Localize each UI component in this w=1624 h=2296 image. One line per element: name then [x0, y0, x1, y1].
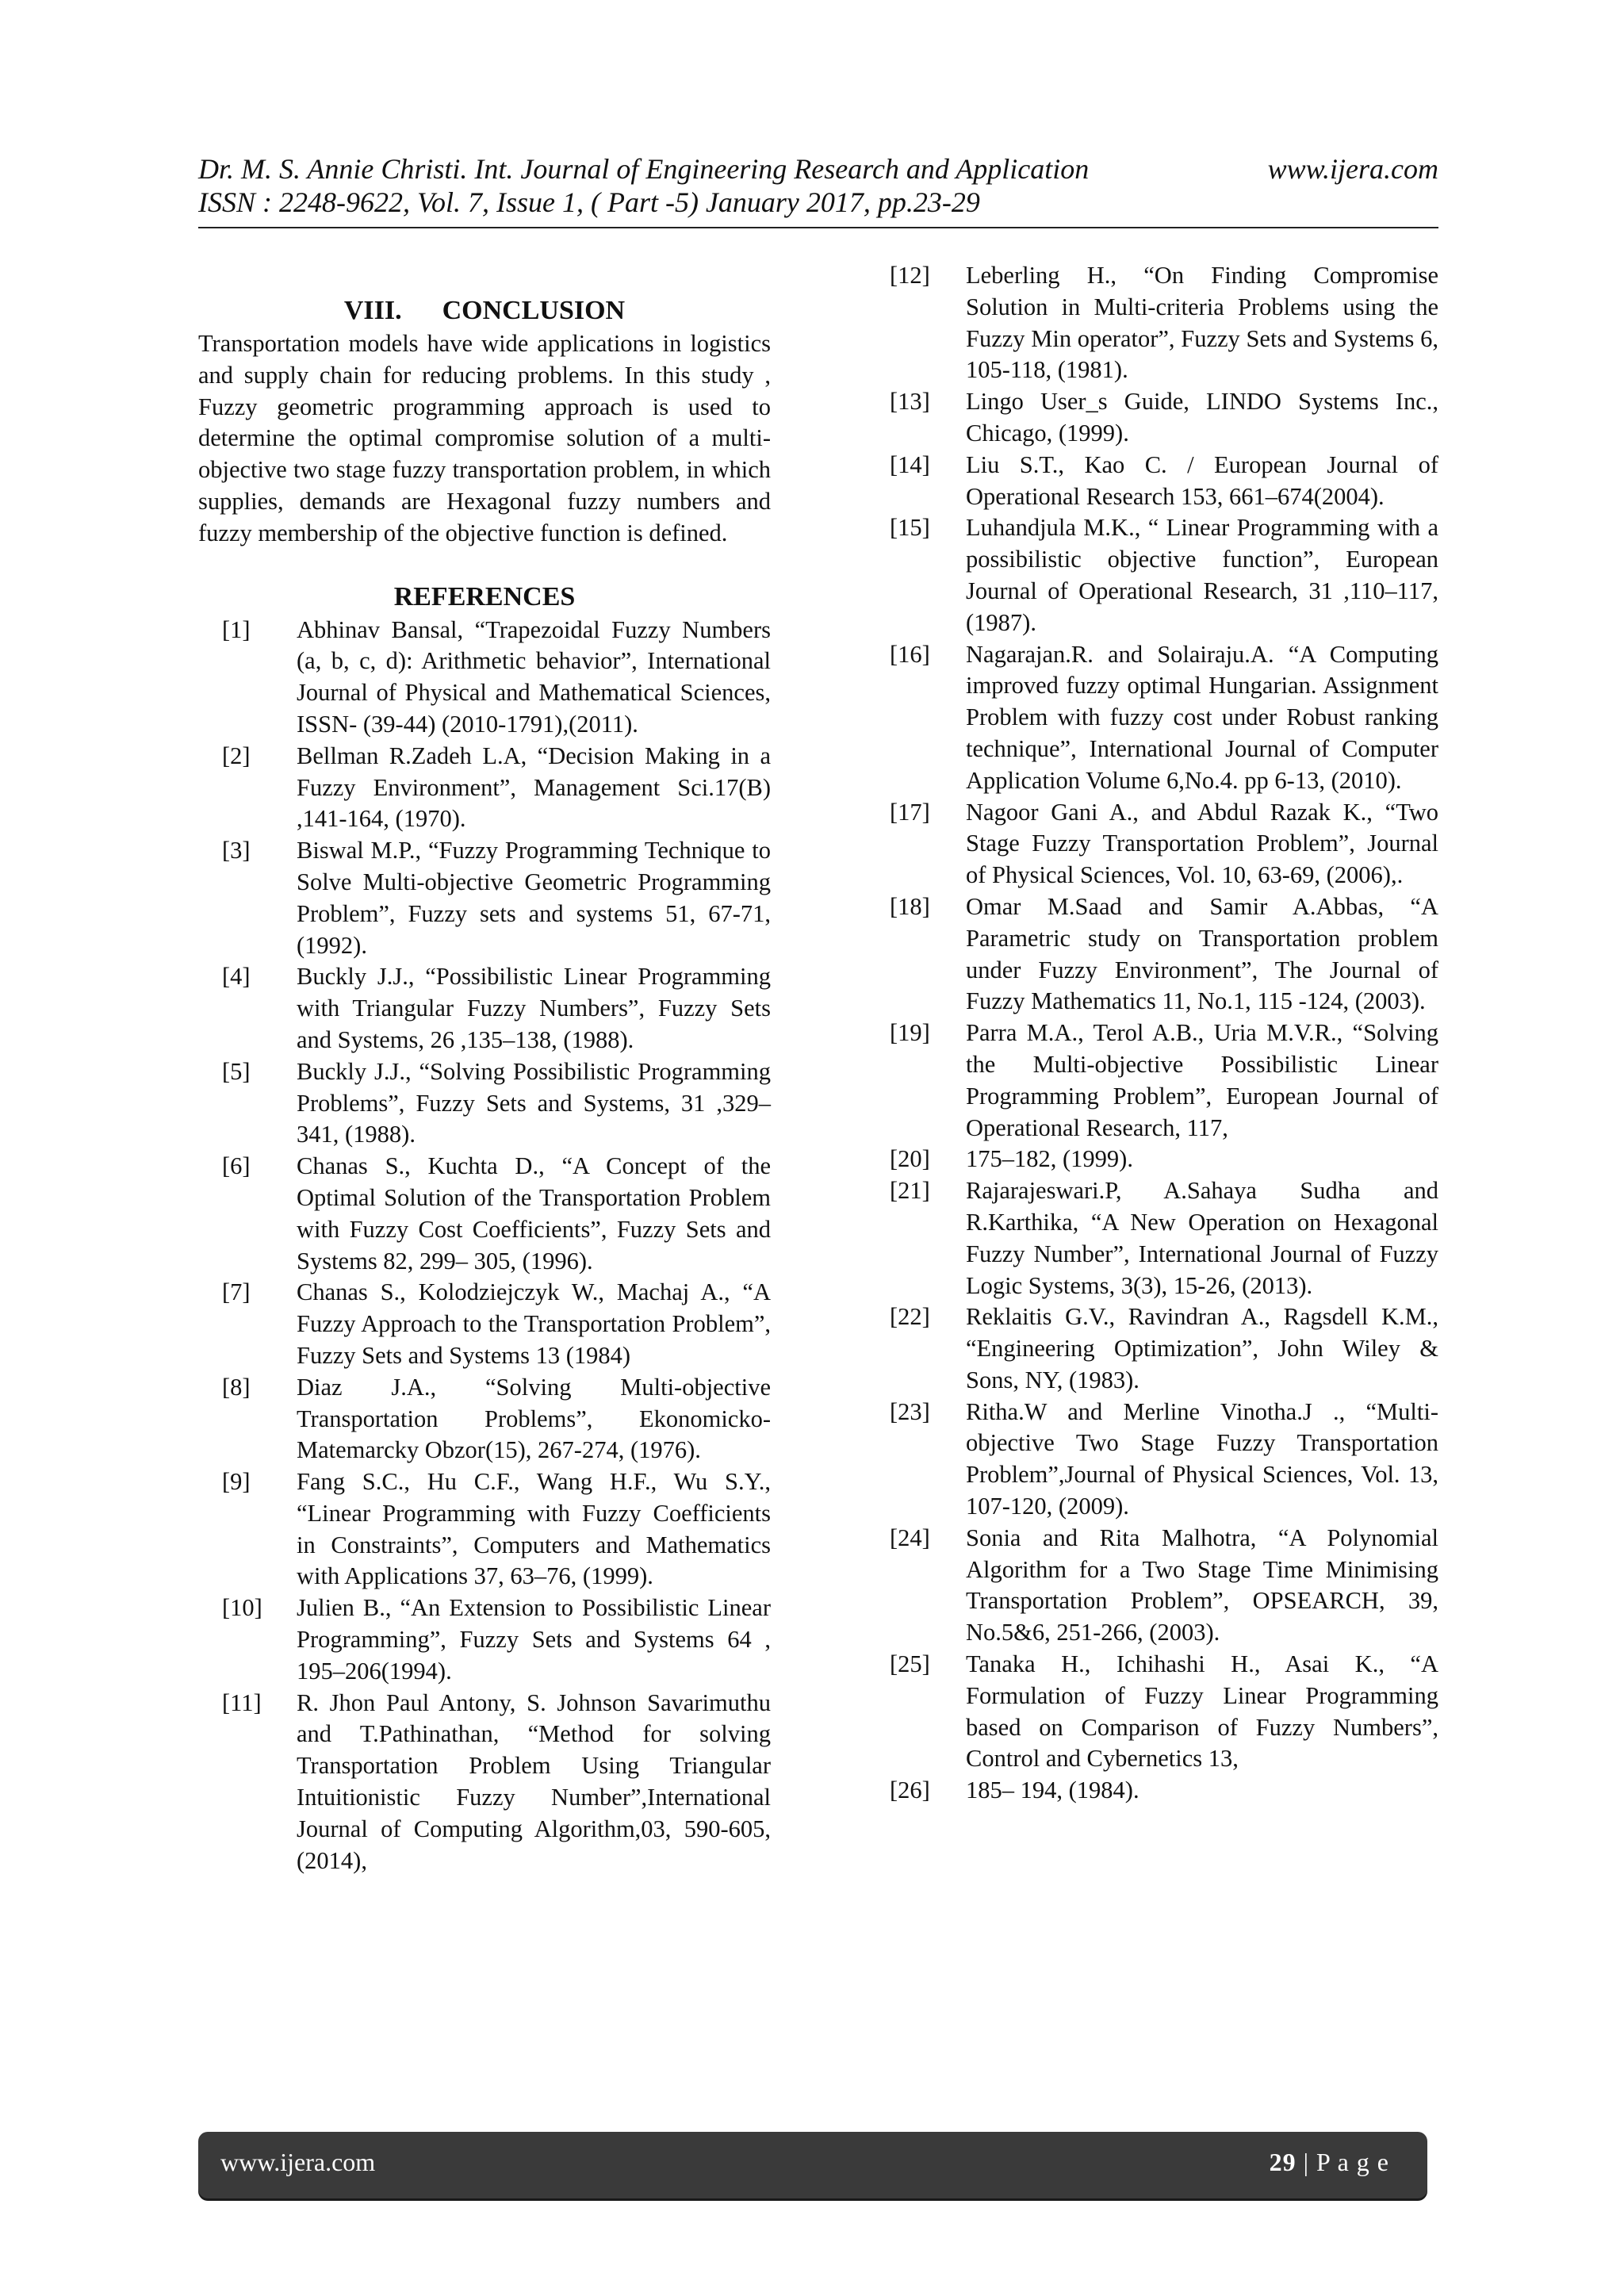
- reference-text: Lingo User_s Guide, LINDO Systems Inc., Chicago, (1999).: [966, 388, 1438, 447]
- reference-item: [890, 1018, 1438, 1144]
- references-list-right: [890, 260, 1438, 1807]
- reference-item: [890, 260, 1438, 386]
- header-rule: [198, 227, 1438, 228]
- reference-text: Ritha.W and Merline Vinotha.J ., “Multi-objective Two Stage Fuzzy Transportation Problem”,Journal of Physical Sciences, Vol. 13, 107-120, (2009).: [966, 1397, 1438, 1520]
- header-line-2: [198, 186, 1438, 219]
- reference-item: [198, 1466, 771, 1593]
- reference-item: [198, 1277, 771, 1371]
- reference-text: Parra M.A., Terol A.B., Uria M.V.R., “Solving the Multi-objective Possibilistic Linear Programming Problem”, European Journal of Operational Research, 117,: [966, 1019, 1438, 1141]
- reference-item: [890, 1175, 1438, 1301]
- reference-text: R. Jhon Paul Antony, S. Johnson Savarimuthu and T.Pathinathan, “Method for solving Transportation Problem Using Triangular Intuitionistic Fuzzy Number”,International Journal of Computing Algorithm,03, 590-605, (2014),: [297, 1688, 771, 1874]
- reference-text: Diaz J.A., “Solving Multi-objective Transportation Problems”, Ekonomicko-Matemarcky Obzor(15), 267-274, (1976).: [297, 1373, 771, 1464]
- journal-website: www.ijera.com: [1267, 153, 1438, 185]
- reference-text: Luhandjula M.K., “ Linear Programming with a possibilistic objective function”, European Journal of Operational Research, 31 ,110–117, (1987).: [966, 514, 1438, 636]
- reference-number: [8]: [222, 1373, 251, 1401]
- reference-number: [6]: [222, 1152, 251, 1180]
- reference-text: Bellman R.Zadeh L.A, “Decision Making in a Fuzzy Environment”, Management Sci.17(B) ,141-164, (1970).: [297, 742, 771, 833]
- header-line-1: [198, 152, 1438, 186]
- reference-item: [890, 639, 1438, 797]
- reference-text: Omar M.Saad and Samir A.Abbas, “A Parametric study on Transportation problem under Fuzzy Environment”, The Journal of Fuzzy Mathematics 11, No.1, 115 -124, (2003).: [966, 892, 1438, 1015]
- reference-item: [890, 1301, 1438, 1396]
- reference-number: [5]: [222, 1057, 251, 1085]
- reference-number: [20]: [890, 1145, 930, 1173]
- reference-item: [890, 386, 1438, 450]
- reference-number: [1]: [222, 615, 251, 643]
- running-header: [198, 152, 1438, 219]
- reference-item: [890, 1397, 1438, 1523]
- conclusion-heading: VIII. CONCLUSION: [343, 296, 626, 325]
- reference-item: [890, 1144, 1438, 1175]
- footer-website: www.ijera.com: [220, 2148, 376, 2176]
- reference-item: [890, 1775, 1438, 1807]
- page-footer: [198, 2132, 1427, 2198]
- reference-text: Chanas S., Kuchta D., “A Concept of the Optimal Solution of the Transportation Problem with Fuzzy Cost Coefficients”, Fuzzy Sets and Systems 82, 299– 305, (1996).: [297, 1152, 771, 1274]
- reference-text: 175–182, (1999).: [966, 1145, 1133, 1173]
- reference-number: [17]: [890, 798, 930, 826]
- reference-item: [890, 1523, 1438, 1649]
- issn-info: ISSN : 2248-9622, Vol. 7, Issue 1, ( Part -5) January 2017, pp.23-29: [198, 186, 980, 218]
- reference-number: [26]: [890, 1777, 930, 1804]
- reference-item: [198, 1056, 771, 1151]
- reference-number: [15]: [890, 514, 930, 542]
- reference-text: Biswal M.P., “Fuzzy Programming Technique to Solve Multi-objective Geometric Programming Problem”, Fuzzy sets and systems 51, 67-71, (1992).: [297, 837, 771, 959]
- reference-number: [4]: [222, 963, 251, 991]
- reference-text: Buckly J.J., “Possibilistic Linear Programming with Triangular Fuzzy Numbers”, Fuzzy Sets and Systems, 26 ,135–138, (1988).: [297, 963, 771, 1053]
- page-label: | P a g e: [1296, 2148, 1389, 2176]
- reference-number: [12]: [890, 262, 930, 289]
- reference-number: [14]: [890, 450, 930, 478]
- reference-text: Nagoor Gani A., and Abdul Razak K., “Two Stage Fuzzy Transportation Problem”, Journal of Physical Sciences, Vol. 10, 63-69, (2006),.: [966, 798, 1438, 889]
- reference-number: [21]: [890, 1177, 930, 1205]
- reference-item: [890, 891, 1438, 1018]
- reference-text: Tanaka H., Ichihashi H., Asai K., “A Formulation of Fuzzy Linear Programming based on Comparison of Fuzzy Numbers”, Control and Cybernetics 13,: [966, 1650, 1438, 1773]
- reference-item: [198, 1151, 771, 1277]
- references-heading: REFERENCES: [393, 581, 576, 611]
- reference-text: Liu S.T., Kao C. / European Journal of Operational Research 153, 661–674(2004).: [966, 450, 1438, 510]
- reference-item: [198, 615, 771, 741]
- reference-text: Chanas S., Kolodziejczyk W., Machaj A., “A Fuzzy Approach to the Transportation Problem”, Fuzzy Sets and Systems 13 (1984): [297, 1278, 771, 1369]
- reference-number: [24]: [890, 1524, 930, 1551]
- reference-number: [2]: [222, 742, 251, 769]
- references-list-left: [198, 615, 771, 1877]
- page-number: 29: [1269, 2148, 1297, 2176]
- reference-number: [10]: [222, 1594, 262, 1622]
- reference-number: [22]: [890, 1303, 930, 1331]
- reference-text: Sonia and Rita Malhotra, “A Polynomial Algorithm for a Two Stage Time Minimising Transportation Problem”, OPSEARCH, 39, No.5&6, 251-266, (2003).: [966, 1524, 1438, 1646]
- reference-number: [23]: [890, 1397, 930, 1425]
- reference-number: [18]: [890, 892, 930, 920]
- reference-text: Fang S.C., Hu C.F., Wang H.F., Wu S.Y., “Linear Programming with Fuzzy Coefficients in Constraints”, Computers and Mathematics with Applications 37, 63–76, (1999).: [297, 1468, 771, 1590]
- reference-text: Abhinav Bansal, “Trapezoidal Fuzzy Numbers (a, b, c, d): Arithmetic behavior”, International Journal of Physical and Mathematical Sciences, ISSN- (39-44) (2010-1791),(2011).: [297, 615, 771, 738]
- reference-text: 185– 194, (1984).: [966, 1777, 1139, 1804]
- reference-number: [7]: [222, 1278, 251, 1306]
- reference-item: [890, 450, 1438, 513]
- reference-item: [198, 961, 771, 1056]
- reference-number: [16]: [890, 640, 930, 668]
- reference-text: Nagarajan.R. and Solairaju.A. “A Computing improved fuzzy optimal Hungarian. Assignment Problem with fuzzy cost under Robust ranking technique”, International Journal of Computer Application Volume 6,No.4. pp 6-13, (2010).: [966, 640, 1438, 794]
- reference-item: [890, 797, 1438, 891]
- reference-item: [890, 1649, 1438, 1775]
- reference-item: [198, 1372, 771, 1466]
- reference-text: Rajarajeswari.P, A.Sahaya Sudha and R.Karthika, “A New Operation on Hexagonal Fuzzy Number”, International Journal of Fuzzy Logic Systems, 3(3), 15-26, (2013).: [966, 1177, 1438, 1299]
- reference-item: [198, 1593, 771, 1687]
- reference-item: [198, 835, 771, 961]
- reference-number: [3]: [222, 837, 251, 864]
- reference-item: [198, 1688, 771, 1877]
- reference-text: Julien B., “An Extension to Possibilistic Linear Programming”, Fuzzy Sets and Systems 64 , 195–206(1994).: [297, 1594, 771, 1685]
- reference-text: Leberling H., “On Finding Compromise Solution in Multi-criteria Problems using the Fuzzy Min operator”, Fuzzy Sets and Systems 6, 105-118, (1981).: [966, 262, 1438, 384]
- reference-text: Buckly J.J., “Solving Possibilistic Programming Problems”, Fuzzy Sets and Systems, 31 ,329–341, (1988).: [297, 1057, 771, 1148]
- journal-citation: Dr. M. S. Annie Christi. Int. Journal of Engineering Research and Application: [198, 153, 1090, 185]
- reference-number: [9]: [222, 1468, 251, 1496]
- reference-text: Reklaitis G.V., Ravindran A., Ragsdell K.M., “Engineering Optimization”, John Wiley & Sons, NY, (1983).: [966, 1303, 1438, 1393]
- reference-number: [11]: [222, 1688, 262, 1716]
- reference-number: [19]: [890, 1019, 930, 1047]
- reference-number: [13]: [890, 388, 930, 416]
- reference-item: [890, 512, 1438, 638]
- footer-page-indicator: [1270, 2148, 1389, 2177]
- right-column: [890, 260, 1438, 1807]
- reference-item: [198, 741, 771, 835]
- left-column: [198, 260, 771, 1876]
- reference-number: [25]: [890, 1650, 930, 1678]
- conclusion-paragraph: Transportation models have wide applications in logistics and supply chain for reducing problems. In this study , Fuzzy geometric programming approach is used to determine the optimal compromise solution of a multi-objective two stage fuzzy transportation problem, in which supplies, demands are Hexagonal fuzzy numbers and fuzzy membership of the objective function is defined.: [198, 330, 771, 546]
